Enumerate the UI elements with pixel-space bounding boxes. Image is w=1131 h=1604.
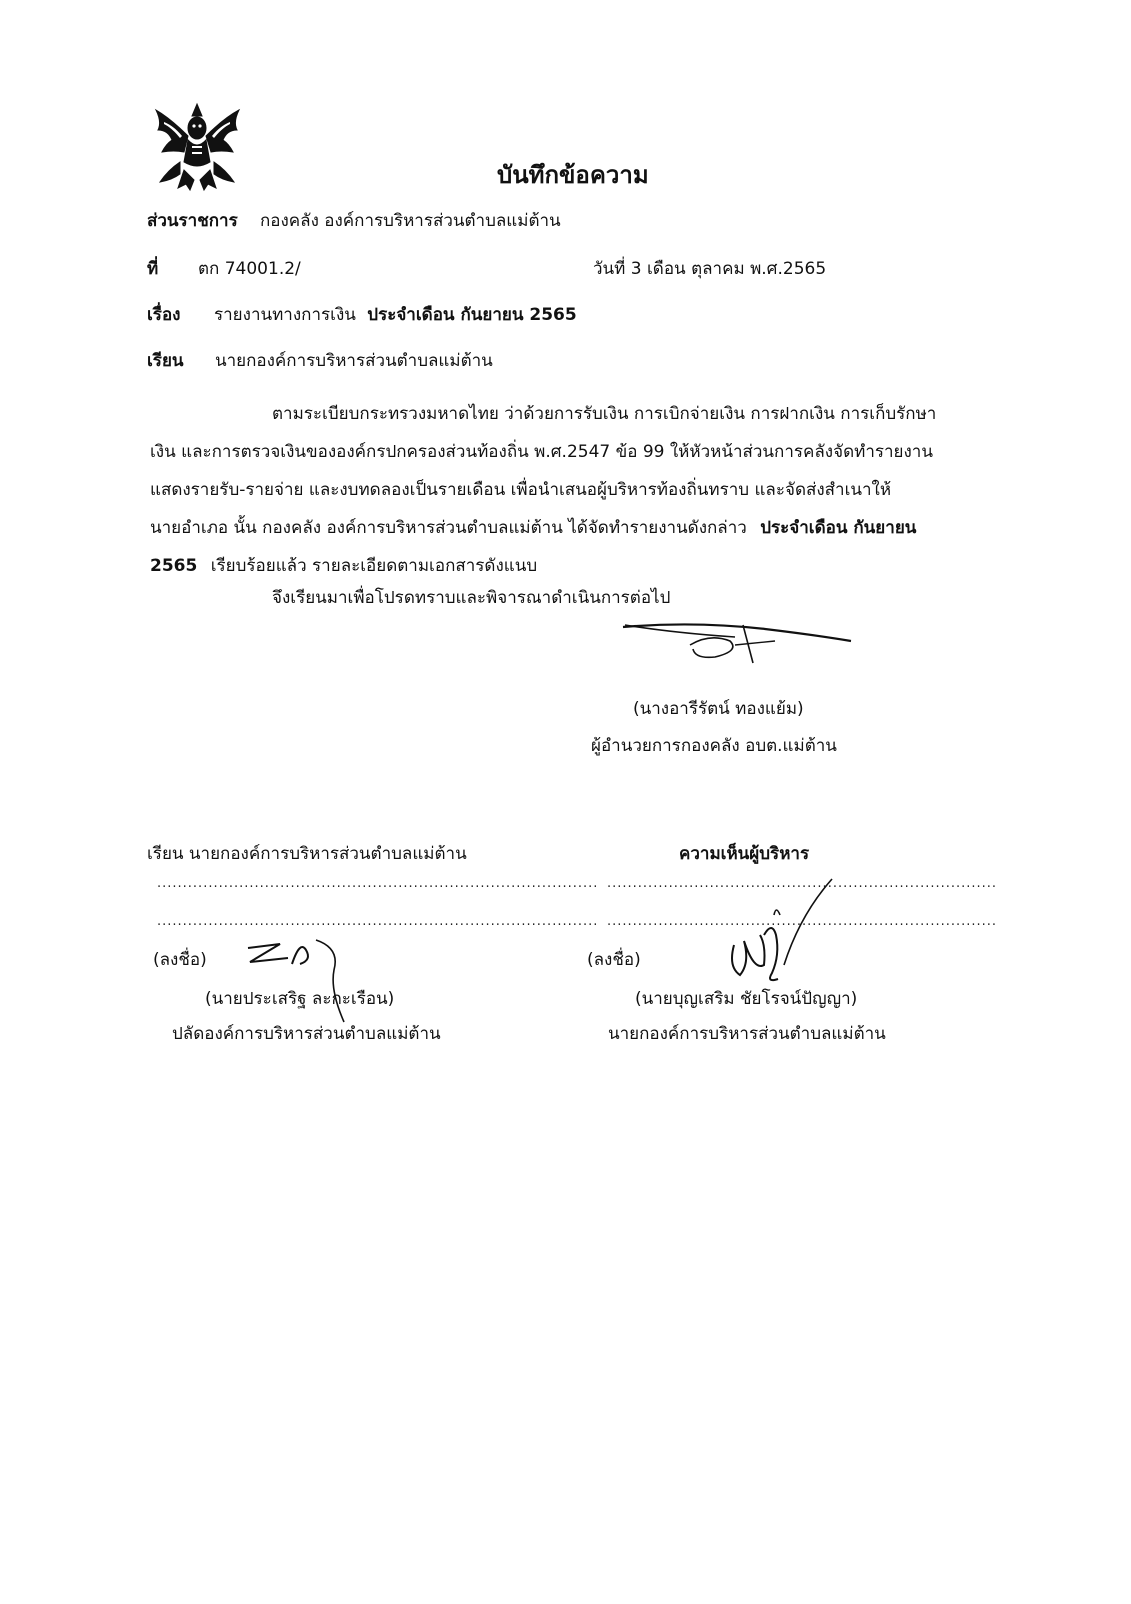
ref-value: ตก 74001.2/	[198, 259, 301, 279]
left-signer-name: (นายประเสริฐ ละกะเรือน)	[205, 989, 395, 1009]
body-line: แสดงรายรับ-รายจ่าย และงบทดลองเป็นรายเดือน เพื่อนำเสนอผู้บริหารท้องถิ่นทราบ และจัดส่งสำเนาให้	[150, 480, 892, 500]
body-line	[150, 547, 1010, 585]
to-label: เรียน	[147, 351, 184, 371]
body-line: ตามระเบียบกระทรวงมหาดไทย ว่าด้วยการรับเงิน การเบิกจ่ายเงิน การฝากเงิน การเก็บรักษา	[272, 404, 937, 424]
body-paragraph	[150, 395, 1010, 585]
right-sign-label: (ลงชื่อ)	[587, 950, 641, 970]
left-sign-label: (ลงชื่อ)	[153, 950, 207, 970]
subject-label: เรื่อง	[147, 305, 181, 325]
signature-main	[615, 615, 860, 670]
right-comment-line-2: ............................................................................	[607, 914, 998, 929]
closing-text: จึงเรียนมาเพื่อโปรดทราบและพิจารณาดำเนินการต่อไป	[272, 588, 671, 608]
to-value: นายกองค์การบริหารส่วนตำบลแม่ต้าน	[215, 351, 493, 371]
ref-label: ที่	[147, 259, 159, 279]
left-comment-line-2: ......................................................................................	[157, 914, 599, 929]
department-value: กองคลัง องค์การบริหารส่วนตำบลแม่ต้าน	[260, 211, 561, 231]
memo-title: บันทึกข้อความ	[497, 161, 649, 189]
memo-date: วันที่ 3 เดือน ตุลาคม พ.ศ.2565	[593, 259, 827, 279]
right-comment-line-1: ............................................................................	[607, 876, 998, 891]
body-line4-plain: นายอำเภอ นั้น กองคลัง องค์การบริหารส่วนตำบลแม่ต้าน ได้จัดทำรายงานดังกล่าว	[150, 518, 747, 538]
right-signer-name: (นายบุญเสริม ชัยโรจน์ปัญญา)	[635, 989, 858, 1009]
signature-right	[720, 875, 840, 990]
body-line	[150, 509, 1010, 547]
left-comment-line-1: ......................................................................................	[157, 876, 599, 891]
signer-name: (นางอารีรัตน์ ทองแย้ม)	[633, 699, 804, 719]
signer-position: ผู้อำนวยการกองคลัง อบต.แม่ต้าน	[591, 736, 837, 756]
body-line4-bold: ประจำเดือน กันยายน	[760, 518, 917, 538]
subject-value	[214, 301, 577, 328]
body-line5-bold: 2565	[150, 556, 198, 576]
body-line: เงิน และการตรวจเงินขององค์กรปกครองส่วนท้องถิ่น พ.ศ.2547 ข้อ 99 ให้หัวหน้าส่วนการคลังจัดทำรายงาน	[150, 442, 933, 462]
body-line5-plain: เรียบร้อยแล้ว รายละเอียดตามเอกสารดังแนบ	[210, 556, 538, 576]
department-label: ส่วนราชการ	[147, 211, 238, 231]
right-signer-position: นายกองค์การบริหารส่วนตำบลแม่ต้าน	[608, 1024, 886, 1044]
subject-plain: รายงานทางการเงิน	[214, 305, 356, 325]
garuda-emblem-icon	[150, 100, 245, 192]
right-heading: ความเห็นผู้บริหาร	[679, 844, 810, 864]
subject-bold: ประจำเดือน กันยายน 2565	[367, 305, 577, 325]
left-heading: เรียน นายกองค์การบริหารส่วนตำบลแม่ต้าน	[147, 844, 467, 864]
left-signer-position: ปลัดองค์การบริหารส่วนตำบลแม่ต้าน	[172, 1024, 441, 1044]
